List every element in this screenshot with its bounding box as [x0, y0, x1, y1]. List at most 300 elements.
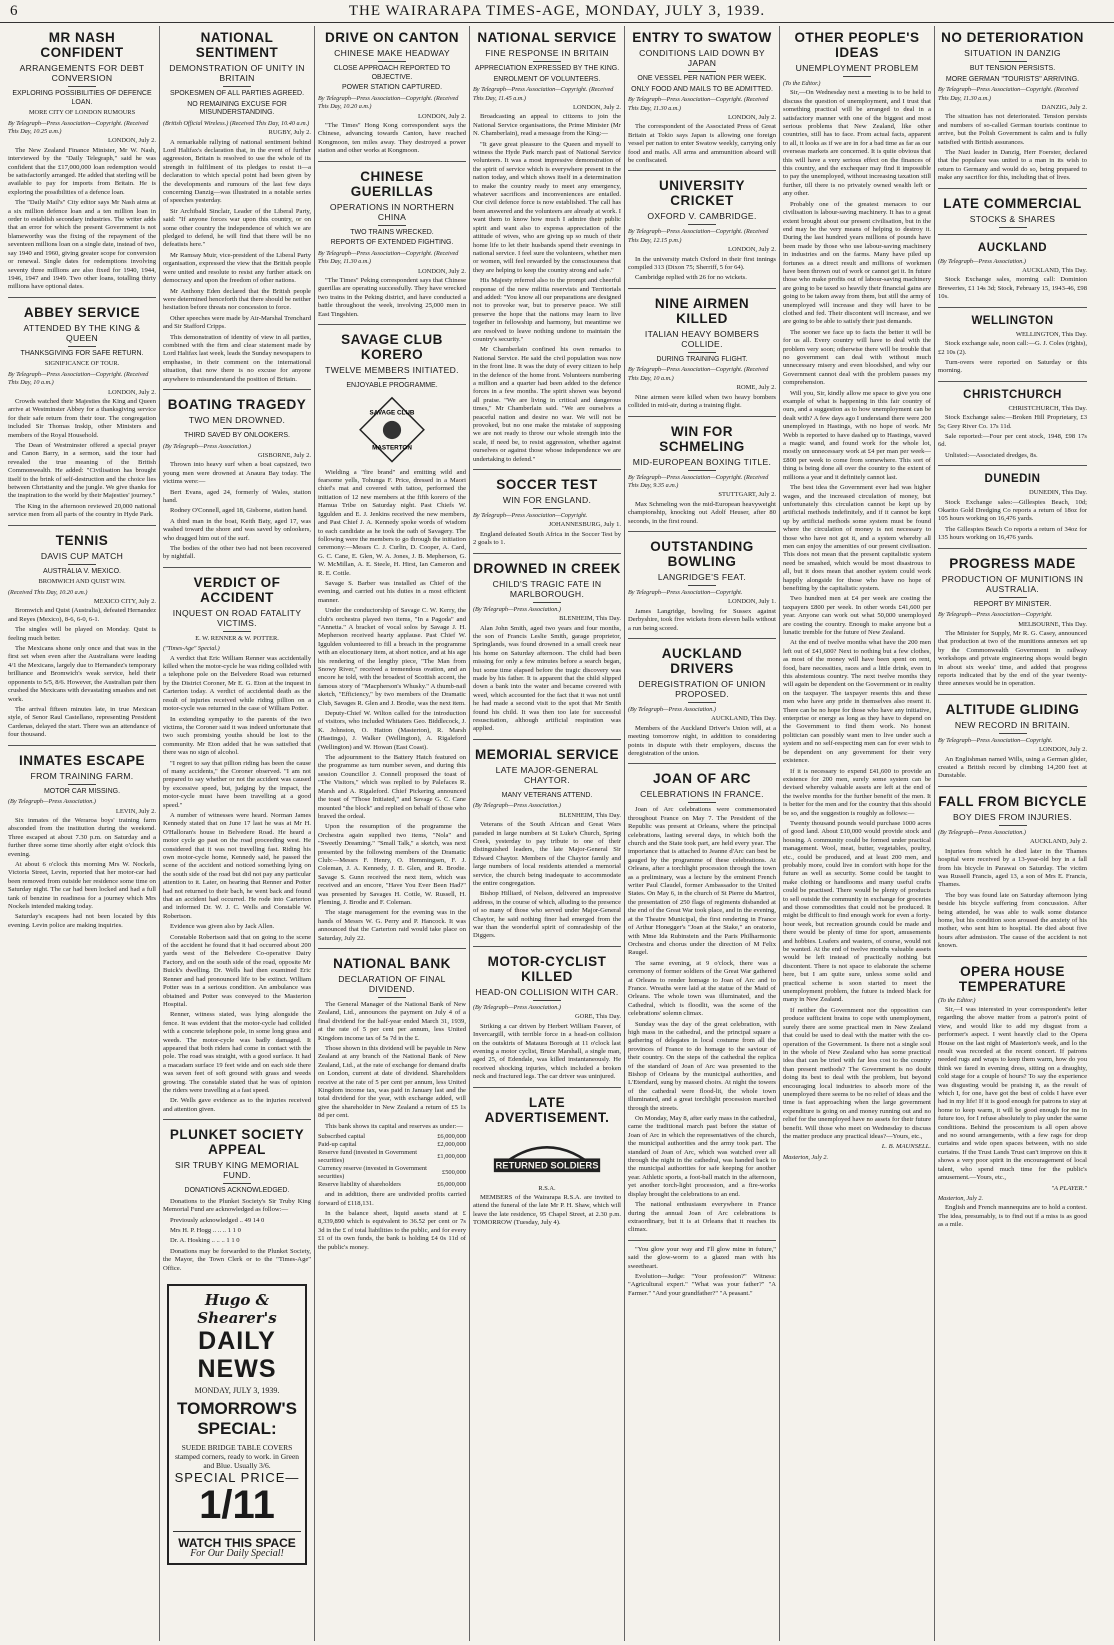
wire-credit: (By Telegraph—Press Association.) — [938, 828, 1026, 836]
dateline: RUGBY, July 2. — [268, 129, 311, 137]
article-paragraph: and in addition, there are undivided profits carried forward of £118,131. — [318, 1191, 466, 1207]
subheading-rule — [223, 86, 251, 87]
article-headline: NO DETERIORATION — [941, 30, 1084, 45]
column-4 — [470, 26, 625, 1641]
article-paragraph: An Englishman named Wills, using a German glider, created a British record by climbing 14,200 feet at Dunstable. — [938, 755, 1087, 780]
dateline: LONDON, July 2. — [107, 137, 156, 145]
dateline: STUTTGART, July 2. — [718, 491, 776, 499]
article-subheading: CONDITIONS LAID DOWN BY JAPAN — [639, 48, 765, 68]
article-paragraph: A third man in the boat, Keith Baty, aged 17, was washed toward the shore and was saved by onlookers, who dragged him out of the surf. — [163, 517, 311, 542]
article-paragraph: Sunday was the day of the great celebration, with high mass in the cathedral, and the principal square a gathering of delegates in local costume from all the provinces of France to do homage to the saviour of their country. On the steps of the cathedral the replica of the standard of Joan of Arc was presented to the Bishop of Orleans by the municipal authorities, and L'Etendard, sung by massed choirs. At night the towers of the cathedral were flood-lit, the whole town illuminated, and a great torchlight procession marched through the streets. — [628, 1020, 776, 1112]
article-headline: NATIONAL SERVICE — [477, 30, 617, 45]
article-paragraph: A number of witnesses were heard. Norman James Kennedy stated that on June 17 last he was at Mr H. O'Halloran's house in Belvedere Road. He heard a motor cycle go past on the road proceeding west. He considered that it was not travelling fast. Riding his own motor-cycle home, Kennedy said, he passed the scene of the accident and noticed something lying on the south side of the road but did not pay any particular attention to it. Later, on hearing that Renner and Potter had not returned to their bach, he went back and found that an accident had occurred. He rode into Carterton and informed Dr. W. J. C. Wells and Constable W. Robertson. — [163, 811, 311, 920]
subheading-rule — [378, 378, 406, 379]
article-headline: LATE COMMERCIAL — [943, 195, 1082, 211]
article-subheading: PRODUCTION OF MUNITIONS IN AUSTRALIA. — [941, 573, 1084, 594]
article-paragraph: Mr Chamberlain confined his own remarks to National Service. He said the civil population was now in the front line. It was the duty of every citizen to help in the defence of the home front. Volunteers numbering a million and a quarter had been added to the defence forces in a few months. The spirit shown was beyond all praise. "We are living in critical and dangerous times," Mr Chamberlain said. "We are ourselves a peaceful nation and desire no war. We will not be provoked, but no one make the mistake of supposing we are not ready to throw our whole strength into the scale, if need be, to resist aggression, whether against ourselves or against those whose independence we are undertaking to defend." — [473, 346, 621, 463]
article-headline: SAVAGE CLUB KORERO — [341, 332, 443, 363]
article-headline: AUCKLAND DRIVERS — [661, 645, 743, 676]
article-paragraph: The situation has not deteriorated. Tension persists and numbers of so-called German tourists continue to arrive, but the Polish Government is calm and is fully satisfied with British assurances. — [938, 113, 1087, 146]
article-deck: AUSTRALIA V. MEXICO. — [43, 567, 121, 575]
ad-brand: Hugo & Shearer's — [197, 1291, 277, 1328]
rsa-caption: R.S.A. — [538, 1184, 556, 1192]
article-deck: ONLY FOOD AND MAILS TO BE ADMITTED. — [631, 85, 773, 93]
wire-credit: (By Telegraph—Press Association.) — [473, 802, 561, 810]
article-paragraph: Will you, Sir, kindly allow me space to give you one example of what is happening in this fair country of ours, and a suggestion as to how unemployment can be dealt with? A few days ago I understand there were 200 unemployed in Hastings, with no hope of work. Mr Webb is reported to have dashed up to Hastings, waved a magic wand, and found work for the whole lot, mostly on unnecessary work at £4 per man per week—£800 per week to come from somewhere. This sort of thing is being done all over the country to the extent of millions a year and it definitely cannot last. — [783, 389, 931, 481]
article-subheading: DECLARATION OF FINAL DIVIDEND. — [338, 974, 446, 994]
article-paragraph: The sooner we face up to facts the better it will be for us all. Every country will have to deal with the problem very soon; otherwise there will be trouble that no government can deal with without much unnecessary misery and even bloodshed, and why our Government cannot deal with the problem passes my comprehension. — [783, 328, 931, 387]
article-paragraph: This bank shows its capital and reserves as under:— — [325, 1122, 464, 1130]
article-paragraph: Alan John Smith, aged two years and four months, the son of Francis Leslie Smith, garage proprietor, Springlands, was found drowned in a small creek near his home on Saturday afternoon. The child had been missing for only a few minutes before a search began, but some time elapsed before the tragic discovery was made by his father. It is apparent that the child slipped down a bank into the water and became covered with weed, which accounted for the fact that it was not until he had made a second visit to the spot that Mr Smith found his child. It was then too late for successful resuscitation, although artificial respiration was applied. — [473, 624, 621, 733]
article-headline: ENTRY TO SWATOW — [632, 30, 772, 45]
subheading-rule — [68, 346, 96, 347]
article-deck: MORE GERMAN "TOURISTS" ARRIVING. — [945, 75, 1080, 83]
article-byline: MORE CITY OF LONDON RUMOURS — [28, 109, 136, 117]
article — [318, 328, 466, 949]
dateline: LONDON, July 2. — [727, 114, 776, 121]
article-paragraph: The Gillespies Beach Co reports a return of 34oz for 135 hours working on 16,476 yards. — [938, 525, 1087, 542]
dateline: LONDON, July 2. — [727, 246, 776, 254]
article-paragraph: Thrown into heavy surf when a boat capsized, two young men were drowned at Anaura Bay today. The victims were:— — [163, 461, 311, 486]
article — [8, 26, 156, 298]
masthead — [0, 0, 1114, 23]
capital-reserves-table — [318, 1133, 466, 1189]
article-paragraph: Wielding a "fire brand" and emitting wild and fearsome yells, Tohunga F. Price, dressed in a Maori chief's mat and covered with tattoo, performed the initiation of 12 new members at the fifth korero of the Hamua Tribe on Saturday night. Past Chiefs W. Iggulden and E. J. Jenkins received the new members, and Past Chief J. A. Kennedy spoke words of wisdom to each candidate as he took the oath of Savagery. The following were the members to go through the initiation ceremony:—Messrs C. J. Curlin, D. Cooper, A. Card, G. C. Cane, E. Glen, W. A. Jones, J. B. Mepherson, G. W. McMillan, A. E. Steele, H. Hirst, Ian Cameron and R. E. Cottle. — [318, 468, 466, 577]
article-subheading: NEW RECORD IN BRITAIN. — [954, 719, 1071, 730]
subheading-rule — [999, 61, 1027, 62]
article-paragraph: Mr Anthony Eden declared that the British people were determined henceforth that there should be neither hesitation before threats nor concession to force. — [163, 287, 311, 312]
dateline: ROME, July 2. — [736, 384, 776, 392]
article — [938, 469, 1087, 548]
article — [938, 385, 1087, 466]
wire-credit: (By Telegraph—Press Association.) — [163, 442, 251, 450]
article-paragraph: The national enthusiasm everywhere in France during the annual Joan of Arc celebrations is extraordinary, but it is at Orleans that it reaches its climax. — [628, 1201, 776, 1234]
dateline: LONDON, July 2. — [107, 388, 156, 396]
article-headline: WELLINGTON — [971, 314, 1054, 327]
article-deck: ONE VESSEL PER NATION PER WEEK. — [637, 75, 767, 82]
ad-special: TOMORROW'S SPECIAL: — [177, 1399, 297, 1439]
article-headline: MOTOR-CYCLIST KILLED — [487, 953, 607, 984]
article-paragraph: The correspondent of the Associated Press of Great Britain at Tokio says Japan is allowing one foreign vessel per nation to enter Swatow weekly, carrying only food and mails. All arms and ammunition aboard will be confiscated. — [628, 123, 776, 165]
article — [938, 960, 1087, 1235]
article-headline: PLUNKET SOCIETY APPEAL — [169, 1127, 305, 1158]
article — [628, 174, 776, 288]
article — [8, 749, 156, 936]
wire-credit: (To the Editor.) — [783, 80, 821, 87]
article-subheading: INQUEST ON ROAD FATALITY VICTIMS. — [172, 607, 302, 628]
dateline: LONDON, July 1. — [727, 598, 776, 606]
capital-amount: £2,000,000 — [437, 1141, 466, 1149]
article — [473, 743, 621, 947]
article-paragraph: Stock exchange sale, noon call:—G. J. Coles (rights), £2 10s (2). — [938, 340, 1087, 356]
article-headline: NINE AIRMEN KILLED — [654, 295, 750, 326]
article-paragraph: "You glow your way and I'll glow mine in future," said the glow-worm to a glazed man with his sweetheart. — [628, 1245, 776, 1270]
dateline: LONDON, July 2. — [417, 267, 466, 275]
article-subheading: ARRANGEMENTS FOR DEBT CONVERSION — [19, 63, 145, 83]
article-paragraph: MEMBERS of the Wairarapa R.S.A. are invited to attend the funeral of the late Mr P. H. Shaw, which will leave the late residence, 95 Chapel Street, at 2.30 p.m. TOMORROW (Tuesday, July 4). — [473, 1193, 621, 1227]
article-paragraph: In extending sympathy to the parents of the two victims, the Coroner said it was indeed unfortunate that two such promising youths should be lost to the community. Mr Eton added that he was satisfied that there was no sign of alcohol. — [163, 715, 311, 757]
article-paragraph: A verdict that Eric William Renner was accidentally killed when the motor-cycle he was riding collided with a telephone pole on the Belvedere Road was returned by the District Coroner, Mr E. G. Eton at the inquest in Carterton today. A verdict of accidental death as the result of injuries received while riding pillion on a motor-cycle was returned in the case of William Potter. — [163, 654, 311, 713]
article-subheading: FROM TRAINING FARM. — [30, 770, 134, 781]
wire-credit: By Telegraph—Press Association—Copyright. (Received This Day, 11.30 a.m.) — [938, 86, 1079, 102]
article-paragraph: England defeated South Africa in the Soccer Test by 2 goals to 1. — [473, 530, 621, 547]
wire-credit: By Telegraph—Press Association—Copyright. (Received This Day, 11.30 a.m.) — [318, 249, 459, 266]
wire-credit: By Telegraph—Press Association—Copyright. — [938, 611, 1053, 619]
article-byline: BROMWICH AND QUIST WIN. — [38, 578, 126, 586]
article-headline: MR NASH CONFIDENT — [40, 30, 124, 60]
subheading-rule — [999, 227, 1027, 228]
letter-place-date: Masterton, July 2. — [783, 1153, 829, 1161]
letter-signature: L. B. MAUNSELL. — [881, 1143, 931, 1151]
article-paragraph: The General Manager of the National Bank of New Zealand, Ltd., announces the payment on July 4 of a final dividend for the half-year ended March 31, 1939, at the rate of 5 per cent per annum, less United Kingdom income tax of 5s 7d in the £. — [318, 1001, 466, 1042]
article-paragraph: If neither the Government nor the opposition can produce sufficient brains to cope with unemployment, surely there are some practical men in New Zealand that could be used to deal with the matter with the co-operation of the Government. Is there not a single soul in the whole of New Zealand who has some practical idea that can be tried with far less cost to the country than present methods? The Government is no doubt doing its best to deal with the problem, but beyond encouraging local industries to absorb more of the unemployed there seems to be no relief of ideas and the time is fast approaching when the large government expenditure is going on and money running out and no relief for the unemployed have no assets for their future benefit. Will those who meet on Wednesday to discuss the matter produce any practical ideas?—Yours, etc., — [783, 1006, 931, 1140]
capital-row — [318, 1149, 466, 1165]
article-headline: TENNIS — [55, 532, 109, 548]
article-paragraph: His Majesty referred also to the prompt and cheerful response of the new militia reservists and Territorials and added: "You know all our preparations are designed not to provoke war, but to preserve peace. We still preserve the hope that the nations may learn to live together in fellowship and harmony, but meantime we are resolved to leave nothing undone to maintain the country's security." — [473, 277, 621, 343]
column-7 — [935, 26, 1090, 1641]
article-paragraph: Donations to the Plunket Society's Sir Truby King Memorial Fund are acknowledged as follow:— — [163, 1197, 311, 1214]
article-paragraph: The Minister for Supply, Mr R. G. Casey, announced that production at two of the munitions annexes set up by the Commonwealth Government in railway workshops and private engineering shops would begin in about six weeks' time, and added that progress reports indicated that by the end of the year twenty-three annexes would be in operation. — [938, 630, 1087, 688]
article-headline: DUNEDIN — [984, 473, 1041, 486]
article-deck: CLOSE APPROACH REPORTED TO OBJECTIVE. — [333, 65, 451, 81]
article-deck: REPORT BY MINISTER. — [973, 600, 1052, 608]
article-paragraph: Stock Exchange sales:—Broken Hill Proprietary, £3 5s; Grey River Co. 17s 11d. — [938, 414, 1087, 430]
wire-credit: (Received This Day, 10.20 a.m.) — [8, 588, 88, 596]
subheading-rule — [999, 825, 1027, 826]
article-paragraph: Rodney O'Connell, aged 18, Gisborne, station hand. — [170, 507, 308, 515]
article-headline: LATE ADVERTISEMENT. — [484, 1094, 610, 1125]
article — [628, 26, 776, 171]
subheading-rule — [688, 71, 716, 72]
subheading-rule — [688, 702, 716, 703]
article — [8, 529, 156, 746]
capital-row — [318, 1141, 466, 1149]
article — [938, 192, 1087, 235]
article — [938, 26, 1087, 189]
wire-credit: By Telegraph—Press Association—Copyright. (Received This Day, 10.25 a.m.) — [8, 119, 149, 135]
article-deck: APPRECIATION EXPRESSED BY THE KING. — [474, 65, 620, 72]
article-paragraph: Bishop Hilliard, of Nelson, delivered an impressive address, in the course of which, alluding to the presence of so many of those who served under Major-General Chaytor, he said nothing finer had emerged from the war than the wonderful spirit of comradeship of the Diggers. — [473, 890, 621, 940]
article-subheading: LATE MAJOR-GENERAL CHAYTOR. — [495, 764, 599, 785]
ad-daily-special: For Our Daily Special! — [190, 1547, 284, 1559]
subheading-rule — [533, 1000, 561, 1001]
article-byline: E. W. RENNER & W. POTTER. — [195, 634, 279, 642]
capital-amount: £1,000,000 — [437, 1153, 466, 1161]
article-headline: PROGRESS MADE — [949, 555, 1076, 571]
article — [938, 790, 1087, 957]
article-deck: TWO TRAINS WRECKED. — [350, 228, 434, 236]
article-paragraph: Evidence was given also by Jack Allen. — [170, 923, 275, 931]
ad-date: MONDAY, JULY 3, 1939. — [194, 1386, 280, 1396]
article-headline: ALTITUDE GLIDING — [945, 701, 1080, 717]
wire-credit: By Telegraph—Press Association—Copyright. (Received This Day, 9.35 a.m.) — [628, 473, 769, 489]
article — [473, 473, 621, 554]
article-deck: NO REMAINING EXCUSE FOR MISUNDERSTANDING. — [187, 100, 287, 117]
article — [318, 165, 466, 325]
article-paragraph: Nine airmen were killed when two heavy bombers collided in mid-air, during a training flight. — [628, 393, 776, 410]
article-paragraph: Crowds watched their Majesties the King and Queen arrive at Westminster Abbey for a thanksgiving service for their safe return from their tour. The congregation included Sir Thomas Inskip, other Ministers and members of the Royal Household. — [8, 397, 156, 439]
article — [628, 767, 776, 1240]
capital-amount: £6,000,000 — [437, 1181, 466, 1189]
article-paragraph: Saturday's escapees had not been located by this evening. Levin police are making inquiries. — [8, 913, 156, 929]
article-paragraph: The Mexicans shone only once and that was in the first set when even after the Australians were leading 4/1 the Mexicans, largely due to Hernandez's temporary brilliance and Bromwich's weak service, held their opponents to 5/5, 8/6. However, the Australian pair then crushed the Mexicans with devastating smashes and net work. — [8, 645, 156, 703]
wire-credit: (By Telegraph—Press Association.) — [473, 605, 561, 613]
wire-credit: (By Telegraph—Press Association.) — [473, 1003, 561, 1011]
article — [628, 1244, 776, 1303]
capital-label: Paid-up capital — [318, 1141, 357, 1149]
article-paragraph: Turn-overs were reported on Saturday or this morning. — [938, 358, 1087, 375]
article-headline: CHRISTCHURCH — [963, 388, 1062, 401]
wire-credit: By Telegraph—Press Association—Copyright. (Received This Day, 11.30 a.m.) — [628, 96, 769, 112]
wire-credit: By Telegraph—Press Association—Copyright. (Received This Day, 12.15 p.m.) — [628, 228, 769, 244]
dateline: BLENHEIM, This Day. — [559, 615, 621, 623]
article-subheading: CELEBRATIONS IN FRANCE. — [640, 789, 764, 800]
article-subheading: MID-EUROPEAN BOXING TITLE. — [632, 456, 772, 467]
subheading-rule — [843, 76, 871, 77]
dateline: WELLINGTON, This Day. — [1015, 330, 1087, 338]
subheading-rule — [223, 1183, 251, 1184]
wire-credit: (British Official Wireless.) (Received This Day, 10.40 a.m.) — [163, 119, 310, 127]
article-paragraph: At about 6 o'clock this morning Mrs W. Nockels, Victoria Street, Levin, reported that her motor-car had been removed from outside her residence some time on Saturday night. The car had been locked and had a full tank of benzine in readiness for a journey which Mrs Nockels intended making today. — [8, 860, 156, 910]
dateline: MELBOURNE, This Day. — [1018, 620, 1087, 628]
article-subheading: TWO MEN DROWNED. — [188, 414, 286, 425]
article-headline: MEMORIAL SERVICE — [474, 746, 620, 762]
daily-news-advertisement — [167, 1284, 307, 1565]
article-subheading: DEMONSTRATION OF UNITY IN BRITAIN — [169, 63, 305, 83]
article-deck: BUT TENSION PERSISTS. — [969, 65, 1056, 72]
letter-place-date: Masterton, July 2. — [938, 1194, 984, 1202]
article-headline: WIN FOR SCHMELING — [659, 423, 745, 454]
capital-label: Currency reserve (invested in Government securities) — [318, 1165, 427, 1181]
dateline: AUCKLAND, July 2. — [1029, 838, 1087, 846]
article — [628, 535, 776, 639]
article-paragraph: Renner, witness stated, was lying alongside the fence. It was evident that the motor-cycle had collided with a concrete telephone pole, in some long grass and weeds. The motor-cycle was badly damaged. It appeared that both riders had come in contact with the pole. The road was straight, with a good surface. It had a macadam surface 19 feet wide and on each side there was seven feet of soft ground with grass and weeds growing. The constable stated that he was of opinion the riders were travelling at a fast speed. — [163, 1011, 311, 1094]
article-paragraph: The stage management for the evening was in the hands of Messrs W. G. Perry and P. Hancock. It was announced that the Carterton raid would take place on Saturday, July 22. — [318, 909, 466, 942]
article-subheading: HEAD-ON COLLISION WITH CAR. — [475, 986, 619, 997]
article-paragraph: The Dean of Westminster offered a special prayer and Canon Barry, in a sermon, said the tour had revealed the true meaning of the British Commonwealth. He added: "Civilisation has brought itself to the brink of self-destruction and the choice lies between Christianity and the jungle. We give thanks for the inspiration to the world by their Majesties' journey." — [8, 441, 156, 500]
dateline: DUNEDIN, This Day. — [1029, 489, 1087, 497]
article-paragraph: Bromwich and Quist (Australia), defeated Hernandez and Reyes (Mexico), 8-6, 6-0, 6-1. — [8, 607, 156, 623]
ad-description: SUEDE BRIDGE TABLE COVERS stamped corners, ready to work. in Green and Blue. Usually 3/6. — [174, 1443, 300, 1471]
article-headline: NATIONAL SENTIMENT — [195, 30, 279, 60]
wire-credit: (By Telegraph—Press Association.) — [938, 257, 1026, 265]
article — [8, 301, 156, 526]
article-headline: VERDICT OF ACCIDENT — [193, 574, 281, 605]
subheading-rule — [533, 788, 561, 789]
article-paragraph: This demonstration of identity of view in all parties, combined with the firm and clear statement made by Lord Halifax last week, leads the Sunday newspapers to emphasise, in their comment on the international situation, that now there is no excuse for anyone anywhere to misunderstand the position of Britain. — [163, 333, 311, 383]
article-deck: SPOKESMEN OF ALL PARTIES AGREED. — [169, 90, 305, 97]
article-subheading: LANGRIDGE'S FEAT. — [657, 571, 747, 582]
article-paragraph: "I regret to say that pillion riding has been the cause of many accidents," the Coroner observed. "I am not prepared to say whether or not the accident was caused by excessive speed, but, judging by the impact, the motor-cycle must have been travelling at a good speed." — [163, 759, 311, 809]
article-paragraph: Stock Exchange sales, morning call: Dominion Breweries, £1 14s 3d; Stock, February 15, 1943-46, £98 10s. — [938, 276, 1087, 301]
article-deck: POWER STATION CAPTURED. — [341, 84, 443, 92]
article-deck: REPORTS OF EXTENDED FIGHTING. — [330, 239, 454, 247]
dateline: LEVIN, July 2. — [115, 807, 156, 815]
article-paragraph: The bodies of the other two had not been recovered by nightfall. — [163, 545, 311, 561]
article-paragraph: Evolution—Judge: "Your profession?" Witness: "Agricultural expert." "What was your father?" "A Farmer." "And your grandfather?" "A peasant." — [628, 1272, 776, 1297]
article-subheading: OPERATIONS IN NORTHERN CHINA — [329, 201, 455, 222]
ad-price: 1/11 — [199, 1482, 275, 1527]
article-headline: OPERA HOUSE TEMPERATURE — [958, 963, 1067, 994]
article-deck: MOTOR CAR MISSING. — [43, 787, 121, 795]
article-paragraph: Sir,—On Wednesday next a meeting is to be held to discuss the question of unemployment, and I trust that something practical will be arranged to deal in a satisfactory manner with one of the biggest and most serious problems that New Zealand, like other countries, still has to face. From actual facts, apparent to all, it looks as if we are in for a bad time as far as our overseas markets are concerned. It is quite obvious that this will have a very serious effect on the finances of this country, and the exchequer may find it impossible to pay the unemployed, without increasing taxation still further, till there is no privately owned wealth left or any other. — [783, 89, 931, 198]
article-subheading: TWELVE MEMBERS INITIATED. — [325, 365, 459, 376]
article-paragraph: Two hundred men at £4 per week are costing the taxpayers £800 per week. In other words £41,600 per year. Anyone can work out what 50,000 unemployed are costing the country. Enough to make anyone but a lunatic tremble for the future of New Zealand. — [783, 595, 931, 636]
article-paragraph: Probably one of the greatest menaces to our civilisation is labour-saving machinery. It has to a great extent brought about our present civilisation, but in the end may be the very means of helping to destroy it. During the last hundred years millions of pounds have been made by those who use labour-saving machinery in industries and on the farms. Many have piled up fortunes as a direct result and millions of workmen have been thrown out of work or cannot get it. In future those who make profits out of labour-saving machinery are going to be taxed so heavily their financial gains are going to be taken away from them, but still the army of unemployed will increase and they will have to be clothed and fed. Their discontent will increase, and we are going to be able to satisfy their just demands. — [783, 200, 931, 326]
article-deck: ENJOYABLE PROGRAMME. — [346, 382, 438, 390]
wire-credit: ("Times-Age" Special.) — [163, 645, 220, 653]
article-paragraph: The "Daily Mail's" City editor says Mr Nash aims at a six million defence loan and a ten million loan in order to establish secondary industries. The writer adds that an error for which the present Government is not blameworthy was the fixing of the repayment of the seventeen millions loan on a single date, instead of two, say 1940 and 1960, giving greater scope for conversion or renewal. Single dates for redemptions involving seventy three millions are also fixed for 1940, 1944, 1946, 1947 and 1949. Two other loans, totalling thirty millions have optional dates. — [8, 199, 156, 291]
article-paragraph: Max Schmeling won the mid-European heavyweight championship, knocking out Adolf Heuser, after 80 seconds, in the first round. — [628, 500, 776, 525]
article-paragraph: Savage S. Barber was installed as Chief of the evening, and carried out his duties in a most efficient manner. — [318, 579, 466, 604]
article-paragraph: The same evening, at 9 o'clock, there was a ceremony of former soldiers of the Great War gathered at Orleans to render homage to Joan of Arc and to France. Wreaths were laid at the statue of the Maid of Orleans. The whole town was illuminated, and the Cathedral, which is floodlit, was the scene of the celebrations' solemn climax. — [628, 959, 776, 1018]
article-paragraph: Donations may be forwarded to the Plunket Society, the Mayor, the Town Clerk or to the "Times-Age" Office. — [163, 1247, 311, 1272]
article-paragraph: Sale reported:—Four per cent stock, 1948, £98 17s 6d. — [938, 432, 1087, 449]
article-paragraph: The New Zealand Finance Minister, Mr W. Nash, interviewed by the "Daily Telegraph," said he was confident that the £17,000,000 loan redemption would be satisfactorily arranged. He added that sterling will be available to pay for imports from Britain. He is exploring the possibilities of a defence loan. — [8, 146, 156, 196]
article — [473, 26, 621, 470]
column-1 — [5, 26, 160, 1641]
article-paragraph: Upon the resumption of the programme the Orchestra again supplied two items, "Nola" and "Sweetly Dreaming." "Small Talk," a sketch, was next presented by the following members of the Dramatic Club:—Messrs F. Henry, O. Hemmingsen, F. J. Coleman, J. A. Kennedy, J. E. Glen, and R. Brodie. Savage S. Gunn received the next item, which was received and an encore, "Have You Ever Been Had?" was presented by Savages H. Cottle, W. Russell, H. Fleming, J. Brodie and F. Coleman. — [318, 823, 466, 906]
article — [938, 552, 1087, 695]
wire-credit: By Telegraph—Press Association—Copyright. (Received This Day, 11.45 a.m.) — [473, 86, 614, 102]
capital-label: Reserve fund (invested in Government securities) — [318, 1149, 418, 1165]
wire-credit: By Telegraph—Press Association—Copyright. — [938, 736, 1053, 744]
article — [473, 950, 621, 1088]
article-subheading: STOCKS & SHARES — [969, 213, 1056, 224]
subheading-rule — [378, 225, 406, 226]
article-paragraph: Striking a car driven by Herbert William Feaver, of Invercargill, with terrible force in a head-on collision on the outskirts of Mataura Borough at 11 o'clock last evening a motor cyclist, Bruce Marshall, a single man, aged 25, of Edendale, was killed instantaneously. He received shocking injuries, which included a broken neck and fractured legs. The car driver was uninjured. — [473, 1022, 621, 1081]
article-paragraph: The adjournment to the Battery Hatch featured on the programme as turn number seven, and during this session Councillor J. Connell proposed the toast of "The Visitors," which was replied to by Palefaces R. Marsh and A. Rigaleford. Chief Pickering announced the toast of "Those Initiated," and Savage G. C. Cane mounted "the block" and replied on behalf of those who braved the ordeal. — [318, 754, 466, 820]
article-subheading: SIR TRUBY KING MEMORIAL FUND. — [174, 1160, 300, 1181]
article-subheading: ITALIAN HEAVY BOMBERS COLLIDE. — [644, 328, 760, 349]
subheading-rule — [68, 564, 96, 565]
capital-row — [318, 1165, 466, 1181]
emblem-text-top: SAVAGE CLUB — [369, 409, 415, 417]
article — [783, 26, 931, 1166]
article-paragraph: Stock Exchange sales:—Gillespies Beach, 10d; Okarito Gold Dredging Co reports a return of 18oz for 105 hours working on 16,476 yards. — [938, 498, 1087, 523]
article-subheading: UNEMPLOYMENT PROBLEM — [795, 63, 919, 73]
article-paragraph: Other speeches were made by Air-Marshal Trenchard and Sir Stafford Cripps. — [163, 314, 311, 331]
article-subheading: CHINESE MAKE HEADWAY — [334, 48, 450, 58]
article-subheading: BOY DIES FROM INJURIES. — [953, 811, 1072, 822]
article — [318, 952, 466, 1257]
article-subheading: DAVIS CUP MATCH — [40, 550, 124, 561]
subheading-rule — [223, 428, 251, 429]
emblem-text-bottom: MASTERTON — [372, 444, 412, 452]
ad-watch: WATCH THIS SPACE — [173, 1531, 301, 1550]
article-deck: EXPLORING POSSIBILITIES OF DEFENCE LOAN. — [12, 90, 152, 106]
article-headline: INMATES ESCAPE — [18, 752, 145, 768]
subheading-rule — [688, 470, 716, 471]
article-paragraph: The singles will be played on Monday. Quist is feeling much better. — [8, 626, 156, 642]
wire-credit: By Telegraph—Press Association—Copyright. — [628, 588, 743, 596]
article-headline: DRIVE ON CANTON — [324, 30, 459, 45]
article-deck: MANY VETERANS ATTEND. — [501, 791, 593, 799]
column-2 — [160, 26, 315, 1641]
article-paragraph: Previously acknowledged .. 49 14 0 — [170, 1216, 265, 1224]
dateline: AUCKLAND, This Day. — [1022, 267, 1087, 275]
dateline: AUCKLAND, This Day. — [711, 715, 776, 723]
subheading-rule — [999, 597, 1027, 598]
article — [163, 393, 311, 568]
article — [163, 26, 311, 390]
article-paragraph: Constable Robertson said that on going to the scene of the accident he found that it had occurred about 200 yards west of the Belvedere Co-operative Dairy Factory, and on the south side of the road, opposite Mr Buick's dwelling. Dr. Wells had then examined Eric Renner and had pronounced life to be extinct. William Potter was in a serious condition. An ambulance was obtained and Potter was conveyed to the Masterton Hospital. — [163, 933, 311, 1008]
newspaper-title: THE WAIRARAPA TIMES-AGE, MONDAY, JULY 3, 1939. — [348, 3, 766, 19]
subheading-rule — [688, 352, 716, 353]
article-subheading: ATTENDED BY THE KING & QUEEN — [23, 322, 141, 343]
article-paragraph: Joan of Arc celebrations were commemorated throughout France on May 7. The President of the Republic was present at Orleans, where the principal celebrations, lasting several days, in which both the church and the State took part, are held every year. The importance that is attached to Jeanne d'Arc can best be gauged by the programme of these celebrations. At Orleans, after a torchlight procession through the town as a preliminary, was a lecture by the eminent French writer Paul Claudel, former Ambassador to the United States. On May 6, in the church of St Pierre du Martroi, the presentation of 250 flags of regiments disbanded at the end of the Great War took place, and in the evening, at the Theatre Municipal, the first rendering in France of Arthur Honegger's "Joan at the Stake," an oratorio, with Mme Ida Rubinstein and the Paris Philharmonic Orchestra and chorus under the direction of M Felix Raugel. — [628, 806, 776, 957]
column-5 — [625, 26, 780, 1641]
wire-credit: By Telegraph—Press Association—Copyright. (Received This Day, 10.20 a.m.) — [318, 94, 459, 111]
article-paragraph: Those shown in this dividend will be payable in New Zealand at any branch of the National Bank of New Zealand, Ltd., at the rate of exchange for demand drafts on London, current at date of dividend. Shareholders receive at the rate of 5 per cent per annum, less United Kingdom income tax, was paid in January last and the total dividend for the year, with exchange added, will give the shareholder in New Zealand a return of £5 1s 8d per cent. — [318, 1045, 466, 1120]
article-paragraph: The boy was found late on Saturday afternoon lying beside his bicycle suffering from concussion. After being attended, he was able to walk some distance home, but his condition soon aroused the anxiety of his mother, who sent him to hospital. He died about five hours after admission. The cause of the accident is not known. — [938, 891, 1087, 950]
article — [628, 420, 776, 532]
article-paragraph: English and French mannequins are to hold a contest. The idea, presumably, is to find out if a miss is as good as a mile. — [938, 1204, 1087, 1229]
dateline: GORE, This Day. — [574, 1013, 621, 1021]
article-deck: DONATIONS ACKNOWLEDGED. — [184, 1187, 290, 1195]
capital-amount: £500,000 — [442, 1169, 466, 1177]
article-paragraph: Six inmates of the Weraroa boys' training farm absconded from the institution during the weekend. Three escaped at about 7.30 p.m. on Saturday and a further three some time shortly after eight o'clock this evening. — [8, 816, 156, 858]
subheading-rule — [999, 733, 1027, 734]
article-subheading: FINE RESPONSE IN BRITAIN — [485, 48, 609, 58]
wire-credit: (By Telegraph—Press Association.) — [628, 705, 716, 713]
article-paragraph: If it is necessary to expend £41,600 to provide an existence for 200 men, surely some system can be devised whereby valuable assets are left at the end of the twelve months for the further benefit of the men. It is better for the men and for the country that this should be so, and the suggestion is roughly as follows:— — [783, 767, 931, 817]
article-headline: OUTSTANDING BOWLING — [650, 538, 754, 569]
article-subheading: CHILD'S TRAGIC FATE IN MARLBOROUGH. — [492, 578, 602, 599]
article-paragraph: Dr. A. Hosking .. .. .. 1 1 0 — [170, 1237, 240, 1245]
wire-credit: (By Telegraph—Press Association.) — [8, 798, 96, 806]
subheading-rule — [533, 602, 561, 603]
dateline: CHRISTCHURCH, This Day. — [1008, 404, 1087, 412]
article-headline: AUCKLAND — [977, 241, 1048, 254]
article-paragraph: On Monday, May 8, after early mass in the cathedral, came the traditional march past before the statue of Joan of Arc in which the representatives of the church, the municipal authorities and the army took part. The standard of Joan of Arc, which was watched over all through the night in the cathedral, was handed back to the municipal authorities for safe keeping for another year. Athletic sports, a foot-ball match in the afternoon, yet another torch-light procession, and a fire-works display brought the celebrations to an end. — [628, 1115, 776, 1198]
article-paragraph: Dr. Wells gave evidence as to the injuries received and attention given. — [163, 1097, 311, 1113]
article-deck: THIRD SAVED BY ONLOOKERS. — [184, 431, 290, 439]
article-paragraph: Sir Archibald Sinclair, Leader of the Liberal Party, said: "If anyone forces war upon this country, or on some other country the independence of which we are pledged to defend, he will find that there will be no defeatists here." — [163, 207, 311, 249]
article-paragraph: The Nazi leader in Danzig, Herr Foerster, declared that the populace was united to a man in its wish to return to Germany and would do so, being prepared to make any sacrifice for this, including that of lives. — [938, 149, 1087, 182]
subheading-rule — [688, 224, 716, 225]
column-6 — [780, 26, 935, 1641]
article-paragraph: "The Times" Peking correspondent says that Chinese guerillas are operating successfully. They have wrecked two trains in the Peking district, and have conducted a battle throughout the week, involving 25,000 men in East Tingshien. — [318, 277, 466, 318]
article-paragraph: Injuries from which he died later in the Thames hospital were received by a 13-year-old boy in a fall from his bicycle in Parawai on Saturday. The victim was Russell Francis, aged 13, a son of Mrs E. Francis, Thames. — [938, 847, 1087, 889]
page-number: 6 — [10, 3, 18, 19]
article-subheading: SITUATION IN DANZIG — [964, 48, 1061, 58]
dateline: JOHANNESBURG, July 1. — [548, 521, 621, 529]
dateline: MEXICO CITY, July 2. — [93, 598, 156, 606]
wire-credit: By Telegraph—Press Association—Copyright. — [473, 512, 588, 520]
article-paragraph: At the end of twelve months what have the 200 men left out of £41,600? Next to nothing but a few clothes, as most of the money will have been spent on rent, food, bare necessities, races and a little drink, even in this abstemious country. The next twelve months they will again be dependent on the Government or in reality on the taxpayer. The taxpayer resents this and these men who have any pride in themselves also resent it. There can be no hope for those who have any initiative, enterprise or energy as long as they have to depend on the Government to find them work. No honest politician can possibly want men to live under such a system and no self-respecting men can for ever wish to be dependent on any government for their very existence. — [783, 639, 931, 765]
article-paragraph: Members of the Auckland Driver's Union will, at a meeting tomorrow night, in addition to considering points in dispute with their employers, discuss the deregistration of the union. — [628, 724, 776, 757]
article — [163, 1123, 311, 1278]
dateline: LONDON, July 2. — [572, 104, 621, 111]
article — [318, 26, 466, 162]
article-subheading: OXFORD V. CAMBRIDGE. — [647, 211, 757, 222]
article — [473, 1091, 621, 1233]
subheading-rule — [68, 784, 96, 785]
article-headline: FALL FROM BICYCLE — [938, 793, 1087, 809]
article-paragraph: Broadcasting an appeal to citizens to join the National Service organisations, the Prime Minister (Mr N. Chamberlain), read a message from the King:— — [473, 113, 621, 138]
article-paragraph: Bert Evans, aged 24, formerly of Wales, station hand. — [163, 488, 311, 504]
article-paragraph: Mrs H. P. Hogg .. .. .. 1 1 0 — [170, 1227, 241, 1234]
article-paragraph: The best idea the Government ever had was higher wages, and the increased circulation of money, but unfortunately this circulation cannot be kept up by artificial methods indefinitely, and if it cannot be kept up by artificial methods some system must be found where the circulation of money is not necessary to those who have not got it, and a system whereby all men can enjoy the amenities of our present civilisation. This does not mean that the present capitalistic system need be smashed, which would be most disastrous to all, but it does mean that another system could work happily alongside for those who have no hope of benefiting by the capitalistic system. — [783, 484, 931, 592]
wire-credit: (To the Editor.) — [938, 996, 976, 1004]
capital-label: Subscribed capital — [318, 1133, 366, 1141]
article — [163, 571, 311, 1120]
letter-signature: "A PLAYER." — [1051, 1184, 1087, 1192]
article-deck: ENROLMENT OF VOLUNTEERS. — [493, 75, 601, 83]
emblem-face — [383, 421, 401, 439]
article-headline: JOAN OF ARC — [652, 771, 751, 787]
